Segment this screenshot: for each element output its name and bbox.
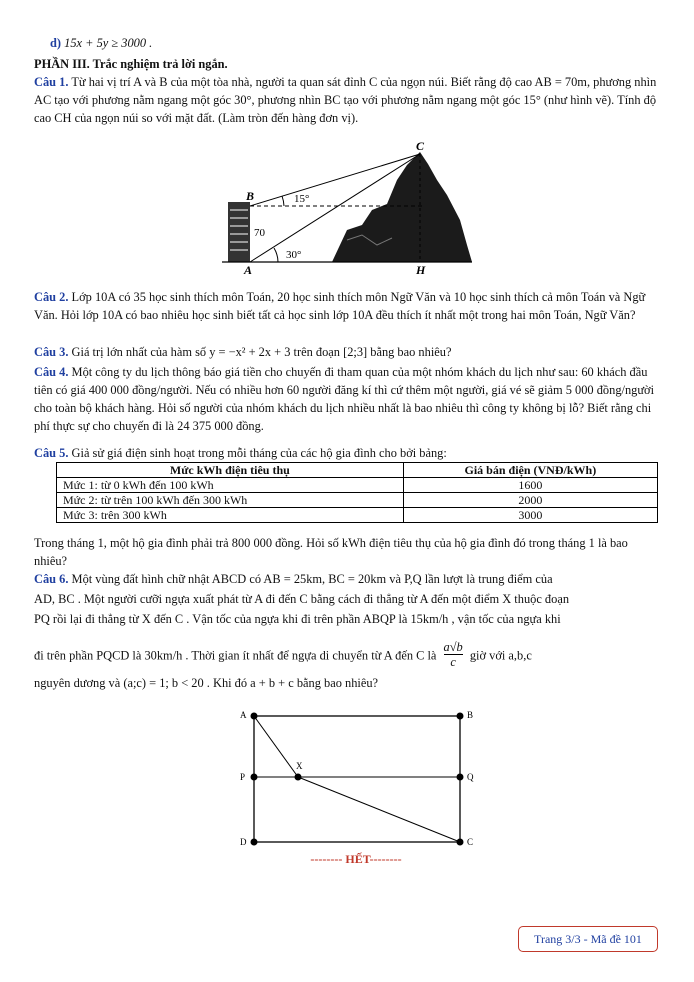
question-3-label: Câu 3. (34, 345, 69, 359)
fraction-denominator: c (450, 655, 456, 669)
table-row (57, 493, 658, 508)
question-6-line4a: đi trên phần PQCD là 30km/h . Thời gian ít nhất để ngựa di chuyển từ A đến C là (34, 648, 437, 663)
question-1-label: Câu 1. (34, 75, 69, 89)
point-P-label: P (240, 772, 246, 782)
question-1-text: Từ hai vị trí A và B của một tòa nhà, người ta quan sát đỉnh C của ngọn núi. Biết rằng độ cao AB = 70m, phương nhìn AC tạo với phương nằm ngang một góc 30°, phương nhìn BC tạo với phương nằm ngang một góc 15° (như hình vẽ). Tính độ cao CH của ngọn núi so với mặt đất. (Làm tròn đến hàng đơn vị). (34, 75, 657, 125)
question-6-label: Câu 6. (34, 572, 69, 586)
question-6-line2: AD, BC . Một người cưỡi ngựa xuất phát từ A đi đến C bằng cách đi thẳng từ A đến một điểm X thuộc đoạn (34, 592, 570, 606)
question-4 (34, 363, 662, 435)
table-row (57, 478, 658, 493)
table-header: Mức kWh điện tiêu thụ (57, 463, 404, 478)
question-6 (34, 570, 662, 588)
table-cell: Mức 1: từ 0 kWh đến 100 kWh (57, 478, 404, 493)
table-header: Giá bán điện (VNĐ/kWh) (403, 463, 657, 478)
table-header-row (57, 463, 658, 478)
question-6-line4b: giờ với a,b,c (469, 648, 532, 663)
mountain-figure (222, 140, 472, 280)
point-H-label: H (416, 263, 426, 277)
question-1 (34, 73, 662, 127)
question-2 (34, 288, 662, 324)
electricity-price-table (56, 462, 658, 523)
point-Q-label: Q (467, 772, 474, 782)
question-4-text: Một công ty du lịch thông báo giá tiền cho chuyến đi tham quan của một nhóm khách du lịch như sau: 60 khách đầu tiên có giá 400 000 đồng/người. Nếu có nhiều hơn 60 người đăng kí thì cứ thêm một người, giá vé sẽ giảm 5 000 đồng/người cho toàn bộ khách hàng. Hỏi số người của nhóm khách du lịch nhiều nhất là bao nhiêu thì công ty không bị lỗ? Biết rằng chi phí thực sự cho chuyến đi là 24 375 000 đồng. (34, 365, 655, 433)
point-C-label: C (416, 140, 425, 153)
point-B-label: B (246, 189, 255, 203)
table-cell: Mức 2: từ trên 100 kWh đến 300 kWh (57, 493, 404, 508)
height-70-label: 70 (254, 227, 265, 239)
question-6-line1: Một vùng đất hình chữ nhật ABCD có AB = 25km, BC = 20km và P,Q lần lượt là trung điểm của (71, 572, 553, 586)
table-cell: 2000 (403, 493, 657, 508)
table-cell: Mức 3: trên 300 kWh (57, 508, 404, 523)
option-d (50, 34, 678, 52)
question-3 (34, 343, 662, 361)
option-d-label: d) (50, 36, 62, 50)
table-cell: 3000 (403, 508, 657, 523)
end-mark: -------- HẾT-------- (310, 852, 402, 866)
question-5 (34, 444, 662, 462)
angle-30-label: 30° (286, 249, 302, 261)
question-6-line4 (34, 642, 662, 671)
point-D-label: D (240, 837, 247, 847)
question-5-text: Giả sử giá điện sinh hoạt trong mỗi tháng của các hộ gia đình cho bởi bảng: (71, 446, 447, 460)
option-d-expr: 15x + 5y ≥ 3000 . (64, 36, 153, 50)
point-A-label: A (244, 263, 253, 277)
section-title: PHẦN III. Trắc nghiệm trả lời ngắn. (34, 57, 228, 71)
point-C-label: C (467, 837, 474, 847)
page-footer: Trang 3/3 - Mã đề 101 (518, 926, 658, 952)
fraction-numerator: a√b (443, 640, 463, 654)
question-2-label: Câu 2. (34, 290, 69, 304)
table-cell: 1600 (403, 478, 657, 493)
question-5-followup: Trong tháng 1, một hộ gia đình phải trả 800 000 đồng. Hỏi số kWh điện tiêu thụ của hộ gia đình đó trong tháng 1 là bao nhiêu? (34, 536, 628, 568)
question-5-label: Câu 5. (34, 446, 69, 460)
angle-15-label: 15° (294, 193, 310, 205)
question-2-text: Lớp 10A có 35 học sinh thích môn Toán, 20 học sinh thích môn Ngữ Văn và 10 học sinh thích cả môn Toán và Ngữ Văn. Hỏi lớp 10A có bao nhiêu học sinh biết tất cả học sinh lớp 10A đều thích ít nhất một trong hai môn Toán, Ngữ Văn? (34, 290, 646, 322)
point-B-label: B (467, 710, 474, 720)
table-row (57, 508, 658, 523)
point-A-label: A (240, 710, 247, 720)
question-3-text: Giá trị lớn nhất của hàm số y = −x² + 2x + 3 trên đoạn [2;3] bằng bao nhiêu? (71, 345, 452, 359)
rectangle-figure (232, 702, 482, 852)
question-6-line3: PQ rồi lại đi thẳng từ X đến C . Vận tốc của ngựa khi đi trên phần ABQP là 15km/h , vận tốc của ngựa khi (34, 612, 561, 626)
point-X-label: X (296, 761, 303, 771)
question-6-line5: nguyên dương và (a;c) = 1; b < 20 . Khi đó a + b + c bằng bao nhiêu? (34, 676, 379, 690)
question-4-label: Câu 4. (34, 365, 69, 379)
fraction (444, 640, 463, 669)
